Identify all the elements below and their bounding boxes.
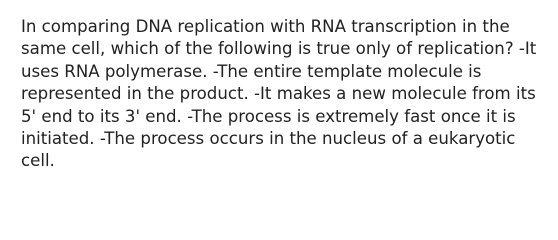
- question-text: In comparing DNA replication with RNA transcription in the same cell, which of the following is true only of replication? -It uses RNA polymerase. -The entire template molecule is represented in the product. -It makes a new molecule from its 5' end to its 3' end. -The process is extremely fast once it is initiated. -The process occurs in the nucleus of a eukaryotic cell.: [21, 17, 537, 171]
